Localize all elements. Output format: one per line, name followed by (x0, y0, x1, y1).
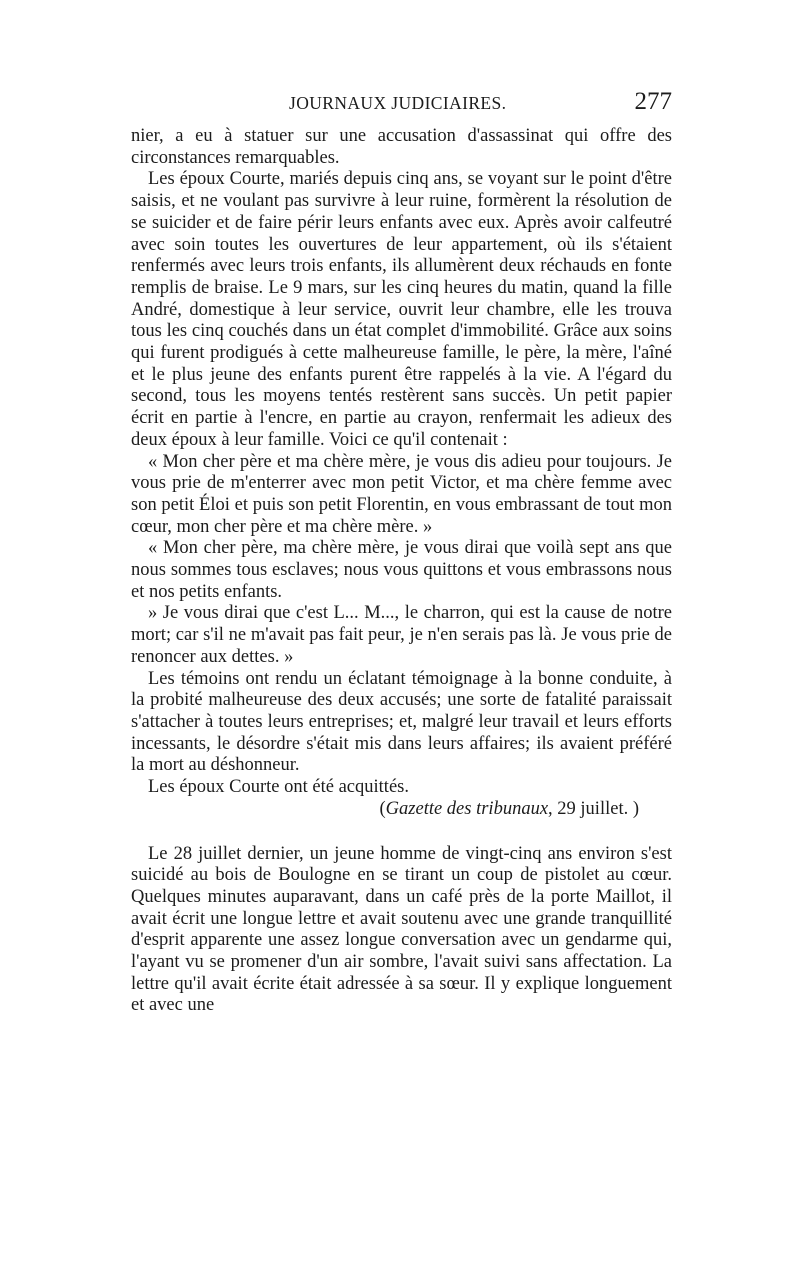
source-title: Gazette des tribunaux (385, 798, 549, 819)
page-header (131, 88, 672, 118)
letter-paragraph-1: « Mon cher père et ma chère mère, je vous dis adieu pour toujours. Je vous prie de m'enterrer avec mon petit Victor, et ma chère femme avec son petit Éloi et puis son petit Florentin, en vous embrassant de tout mon cœur, mon cher père et ma chère mère. » (131, 451, 672, 537)
running-head: JOURNAUX JUDICIAIRES. (289, 93, 507, 113)
paragraph-bois-de-boulogne: Le 28 juillet dernier, un jeune homme de vingt-cinq ans environ s'est suicidé au bois de Boulogne en se tirant un coup de pistolet au cœur. Quelques minutes auparavant, dans un café près de la porte Maillot, il avait écrit une longue lettre et avait soutenu avec une grande tranquillité d'esprit apparente une assez longue conversation avec un gendarme qui, l'ayant vu se promener d'un air sombre, l'avait suivi sans affectation. La lettre qu'il avait écrite était adressée à sa sœur. Il y explique longuement et avec une (131, 843, 672, 1016)
source-open-paren: ( (379, 798, 386, 819)
letter-paragraph-2: « Mon cher père, ma chère mère, je vous dirai que voilà sept ans que nous sommes tous esclaves; nous vous quittons et vous embrassons nous et nos petits enfants. (131, 538, 672, 602)
body-text (131, 126, 672, 1017)
letter-paragraph-3: » Je vous dirai que c'est L... M..., le charron, qui est la cause de notre mort; car s'il ne m'avait pas fait peur, je n'en serais pas là. Je vous prie de renoncer aux dettes. » (131, 603, 672, 667)
continued-paragraph: nier, a eu à statuer sur une accusation d'assassinat qui offre des circonstances remarquables. (131, 126, 672, 168)
paragraph-verdict: Les époux Courte ont été acquittés. (148, 777, 409, 798)
page-number: 277 (634, 88, 672, 115)
source-date: , 29 juillet. ) (548, 798, 639, 819)
source-citation (131, 799, 672, 821)
paragraph-courte-story: Les époux Courte, mariés depuis cinq ans, se voyant sur le point d'être saisis, et ne voulant pas survivre à leur ruine, formèrent la résolution de se suicider et de faire périr leurs enfants avec eux. Après avoir calfeutré avec soin toutes les ouvertures de leur appartement, où ils s'étaient renfermés avec leurs trois enfants, ils allumèrent deux réchauds en fonte remplis de braise. Le 9 mars, sur les cinq heures du matin, quand la fille André, domestique à leur service, ouvrit leur chambre, elle les trouva tous les cinq couchés dans un état complet d'immobilité. Grâce aux soins qui furent prodigués à cette malheureuse famille, le père, la mère, l'aîné et le plus jeune des enfants purent être rappelés à la vie. A l'égard du second, tous les moyens tentés restèrent sans succès. Un petit papier écrit en partie à l'encre, en partie au crayon, renfermait les adieux des deux époux à leur famille. Voici ce qu'il contenait : (131, 169, 672, 450)
paragraph-testimony: Les témoins ont rendu un éclatant témoignage à la bonne conduite, à la probité malheureuse des deux accusés; une sorte de fatalité paraissait s'attacher à toutes leurs entreprises; et, malgré leur travail et leurs efforts incessants, le désordre s'était mis dans leurs affaires; ils avaient préféré la mort au déshonneur. (131, 668, 672, 776)
